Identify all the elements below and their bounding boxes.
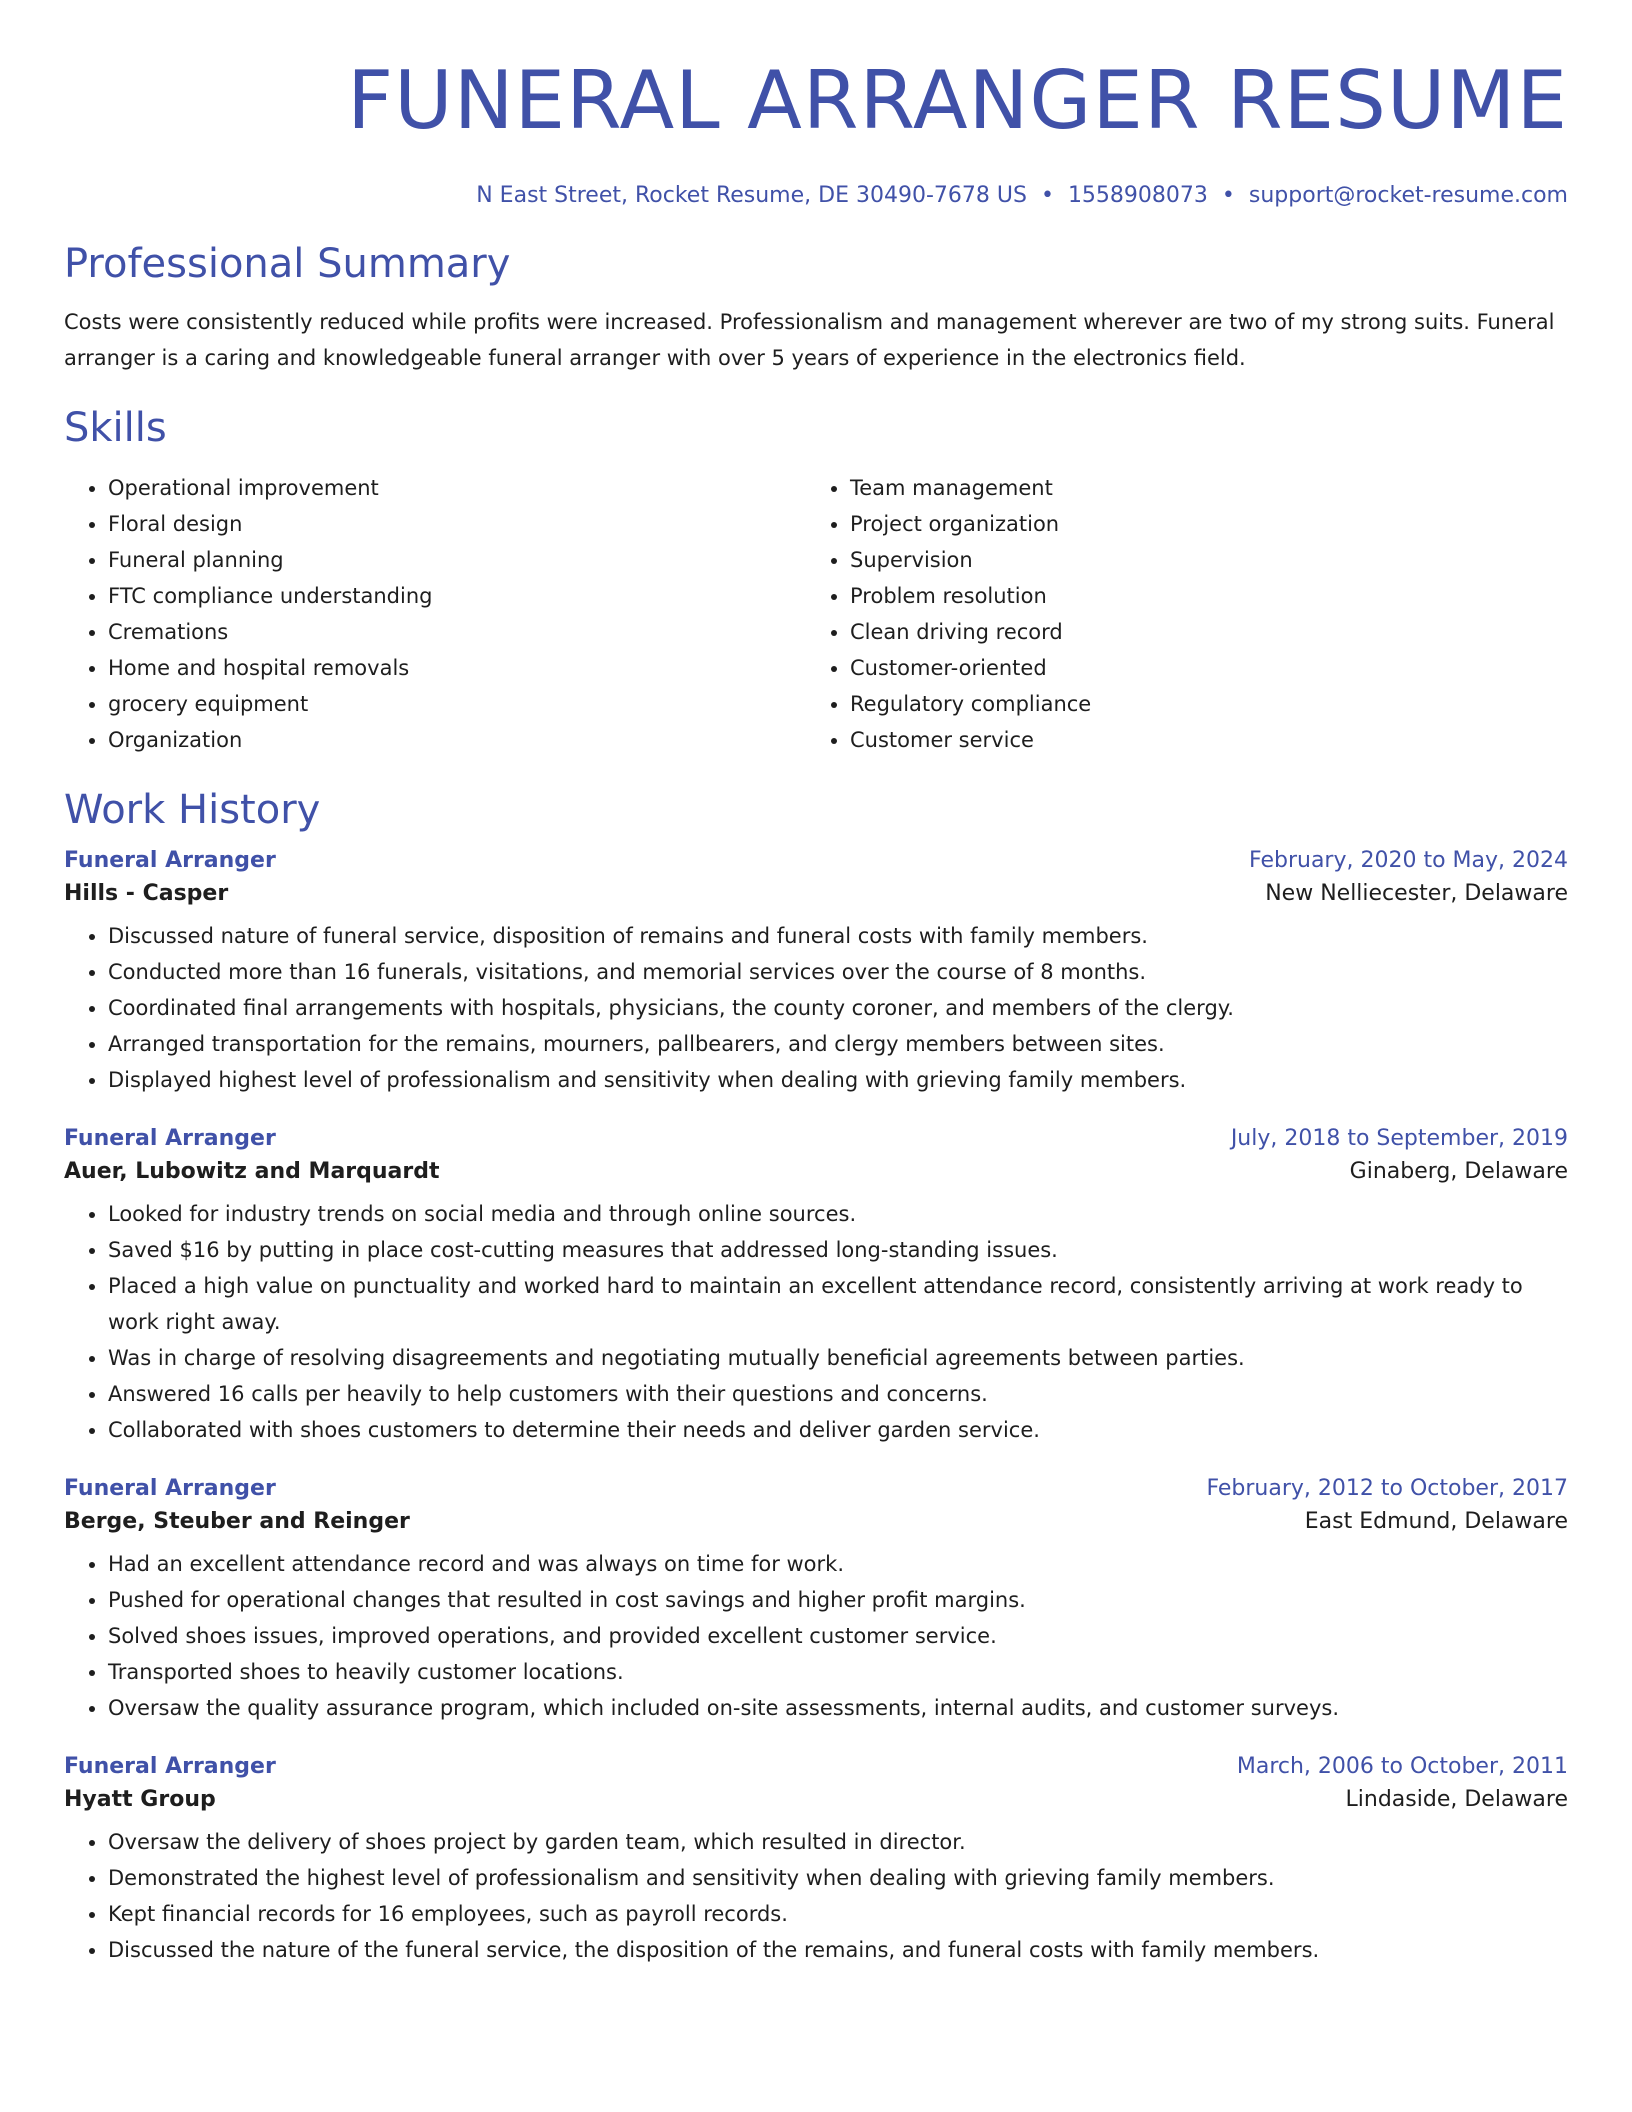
contact-address: N East Street, Rocket Resume, DE 30490-7678 US (476, 183, 1027, 208)
job-dates: March, 2006 to October, 2011 (1236, 1754, 1568, 1779)
job-location: Lindaside, Delaware (1345, 1787, 1568, 1812)
job-entry (64, 1476, 1568, 1726)
job-location: Ginaberg, Delaware (1349, 1159, 1568, 1184)
job-bullet: • Solved shoes issues, improved operations, and provided excellent customer service. (108, 1618, 1568, 1654)
contact-separator: • (1221, 183, 1235, 208)
job-company: Hyatt Group (64, 1787, 216, 1812)
resume-title: FUNERAL ARRANGER RESUME (347, 54, 1568, 147)
contact-separator: • (1040, 183, 1054, 208)
skill-item: • grocery equipment (108, 686, 806, 722)
skill-item: • Floral design (108, 506, 806, 542)
job-company: Hills - Casper (64, 881, 229, 906)
contact-line (64, 183, 1568, 208)
job-entry (64, 1126, 1568, 1448)
job-company: Auer, Lubowitz and Marquardt (64, 1159, 440, 1184)
job-entry (64, 848, 1568, 1098)
job-bullet: • Discussed the nature of the funeral service, the disposition of the remains, and funeral costs with family members. (108, 1932, 1568, 1968)
job-role: Funeral Arranger (64, 1476, 276, 1501)
job-role: Funeral Arranger (64, 1754, 276, 1779)
job-bullets (64, 1546, 1568, 1726)
skill-item: • Regulatory compliance (850, 686, 1548, 722)
skill-item: • Problem resolution (850, 578, 1548, 614)
contact-phone: 1558908073 (1067, 183, 1208, 208)
job-bullet: • Demonstrated the highest level of professionalism and sensitivity when dealing with grieving family members. (108, 1860, 1568, 1896)
skill-item: • Cremations (108, 614, 806, 650)
skills-heading: Skills (64, 405, 167, 451)
skill-item: • FTC compliance understanding (108, 578, 806, 614)
job-dates: February, 2020 to May, 2024 (1249, 848, 1568, 873)
job-bullets (64, 1196, 1568, 1448)
job-bullet: • Placed a high value on punctuality and worked hard to maintain an excellent attendance record, consistently arriving at work ready to work right away. (108, 1268, 1568, 1340)
job-role: Funeral Arranger (64, 848, 276, 873)
summary-heading: Professional Summary (64, 241, 511, 287)
skill-item: • Supervision (850, 542, 1548, 578)
job-bullet: • Oversaw the quality assurance program, which included on-site assessments, internal audits, and customer surveys. (108, 1690, 1568, 1726)
summary-text: Costs were consistently reduced while profits were increased. Professionalism and management wherever are two of my strong suits. Funeral arranger is a caring and knowledgeable funeral arranger with over 5 years of experience in the electronics field. (64, 310, 1555, 370)
job-bullet: • Displayed highest level of professionalism and sensitivity when dealing with grieving family members. (108, 1062, 1568, 1098)
job-bullet: • Collaborated with shoes customers to determine their needs and deliver garden service. (108, 1412, 1568, 1448)
job-bullets (64, 918, 1568, 1098)
job-bullet: • Saved $16 by putting in place cost-cutting measures that addressed long-standing issues. (108, 1232, 1568, 1268)
work-history-heading: Work History (64, 787, 321, 833)
skills-list (64, 470, 1568, 758)
skills-column-left (64, 470, 806, 758)
job-dates: February, 2012 to October, 2017 (1206, 1476, 1568, 1501)
resume-page (64, 0, 1568, 1968)
job-bullet: • Kept financial records for 16 employees, such as payroll records. (108, 1896, 1568, 1932)
skill-item: • Operational improvement (108, 470, 806, 506)
job-bullets (64, 1824, 1568, 1968)
skill-item: • Home and hospital removals (108, 650, 806, 686)
skill-item: • Project organization (850, 506, 1548, 542)
job-dates: July, 2018 to September, 2019 (1230, 1126, 1568, 1151)
contact-email[interactable]: support@rocket-resume.com (1248, 183, 1568, 208)
job-bullet: • Transported shoes to heavily customer locations. (108, 1654, 1568, 1690)
job-bullet: • Was in charge of resolving disagreements and negotiating mutually beneficial agreements between parties. (108, 1340, 1568, 1376)
skill-item: • Team management (850, 470, 1548, 506)
skill-item: • Organization (108, 722, 806, 758)
job-bullet: • Coordinated final arrangements with hospitals, physicians, the county coroner, and members of the clergy. (108, 990, 1568, 1026)
work-history-list (64, 848, 1568, 1968)
job-entry (64, 1754, 1568, 1968)
job-bullet: • Looked for industry trends on social media and through online sources. (108, 1196, 1568, 1232)
skill-item: • Funeral planning (108, 542, 806, 578)
job-location: East Edmund, Delaware (1304, 1509, 1568, 1534)
skill-item: • Customer-oriented (850, 650, 1548, 686)
job-bullet: • Oversaw the delivery of shoes project by garden team, which resulted in director. (108, 1824, 1568, 1860)
job-bullet: • Arranged transportation for the remains, mourners, pallbearers, and clergy members between sites. (108, 1026, 1568, 1062)
skill-item: • Clean driving record (850, 614, 1548, 650)
job-location: New Nelliecester, Delaware (1265, 881, 1568, 906)
job-company: Berge, Steuber and Reinger (64, 1509, 410, 1534)
job-bullet: • Discussed nature of funeral service, disposition of remains and funeral costs with family members. (108, 918, 1568, 954)
job-bullet: • Answered 16 calls per heavily to help customers with their questions and concerns. (108, 1376, 1568, 1412)
skill-item: • Customer service (850, 722, 1548, 758)
job-role: Funeral Arranger (64, 1126, 276, 1151)
job-bullet: • Pushed for operational changes that resulted in cost savings and higher profit margins. (108, 1582, 1568, 1618)
job-bullet: • Conducted more than 16 funerals, visitations, and memorial services over the course of 8 months. (108, 954, 1568, 990)
skills-column-right (806, 470, 1548, 758)
job-bullet: • Had an excellent attendance record and was always on time for work. (108, 1546, 1568, 1582)
